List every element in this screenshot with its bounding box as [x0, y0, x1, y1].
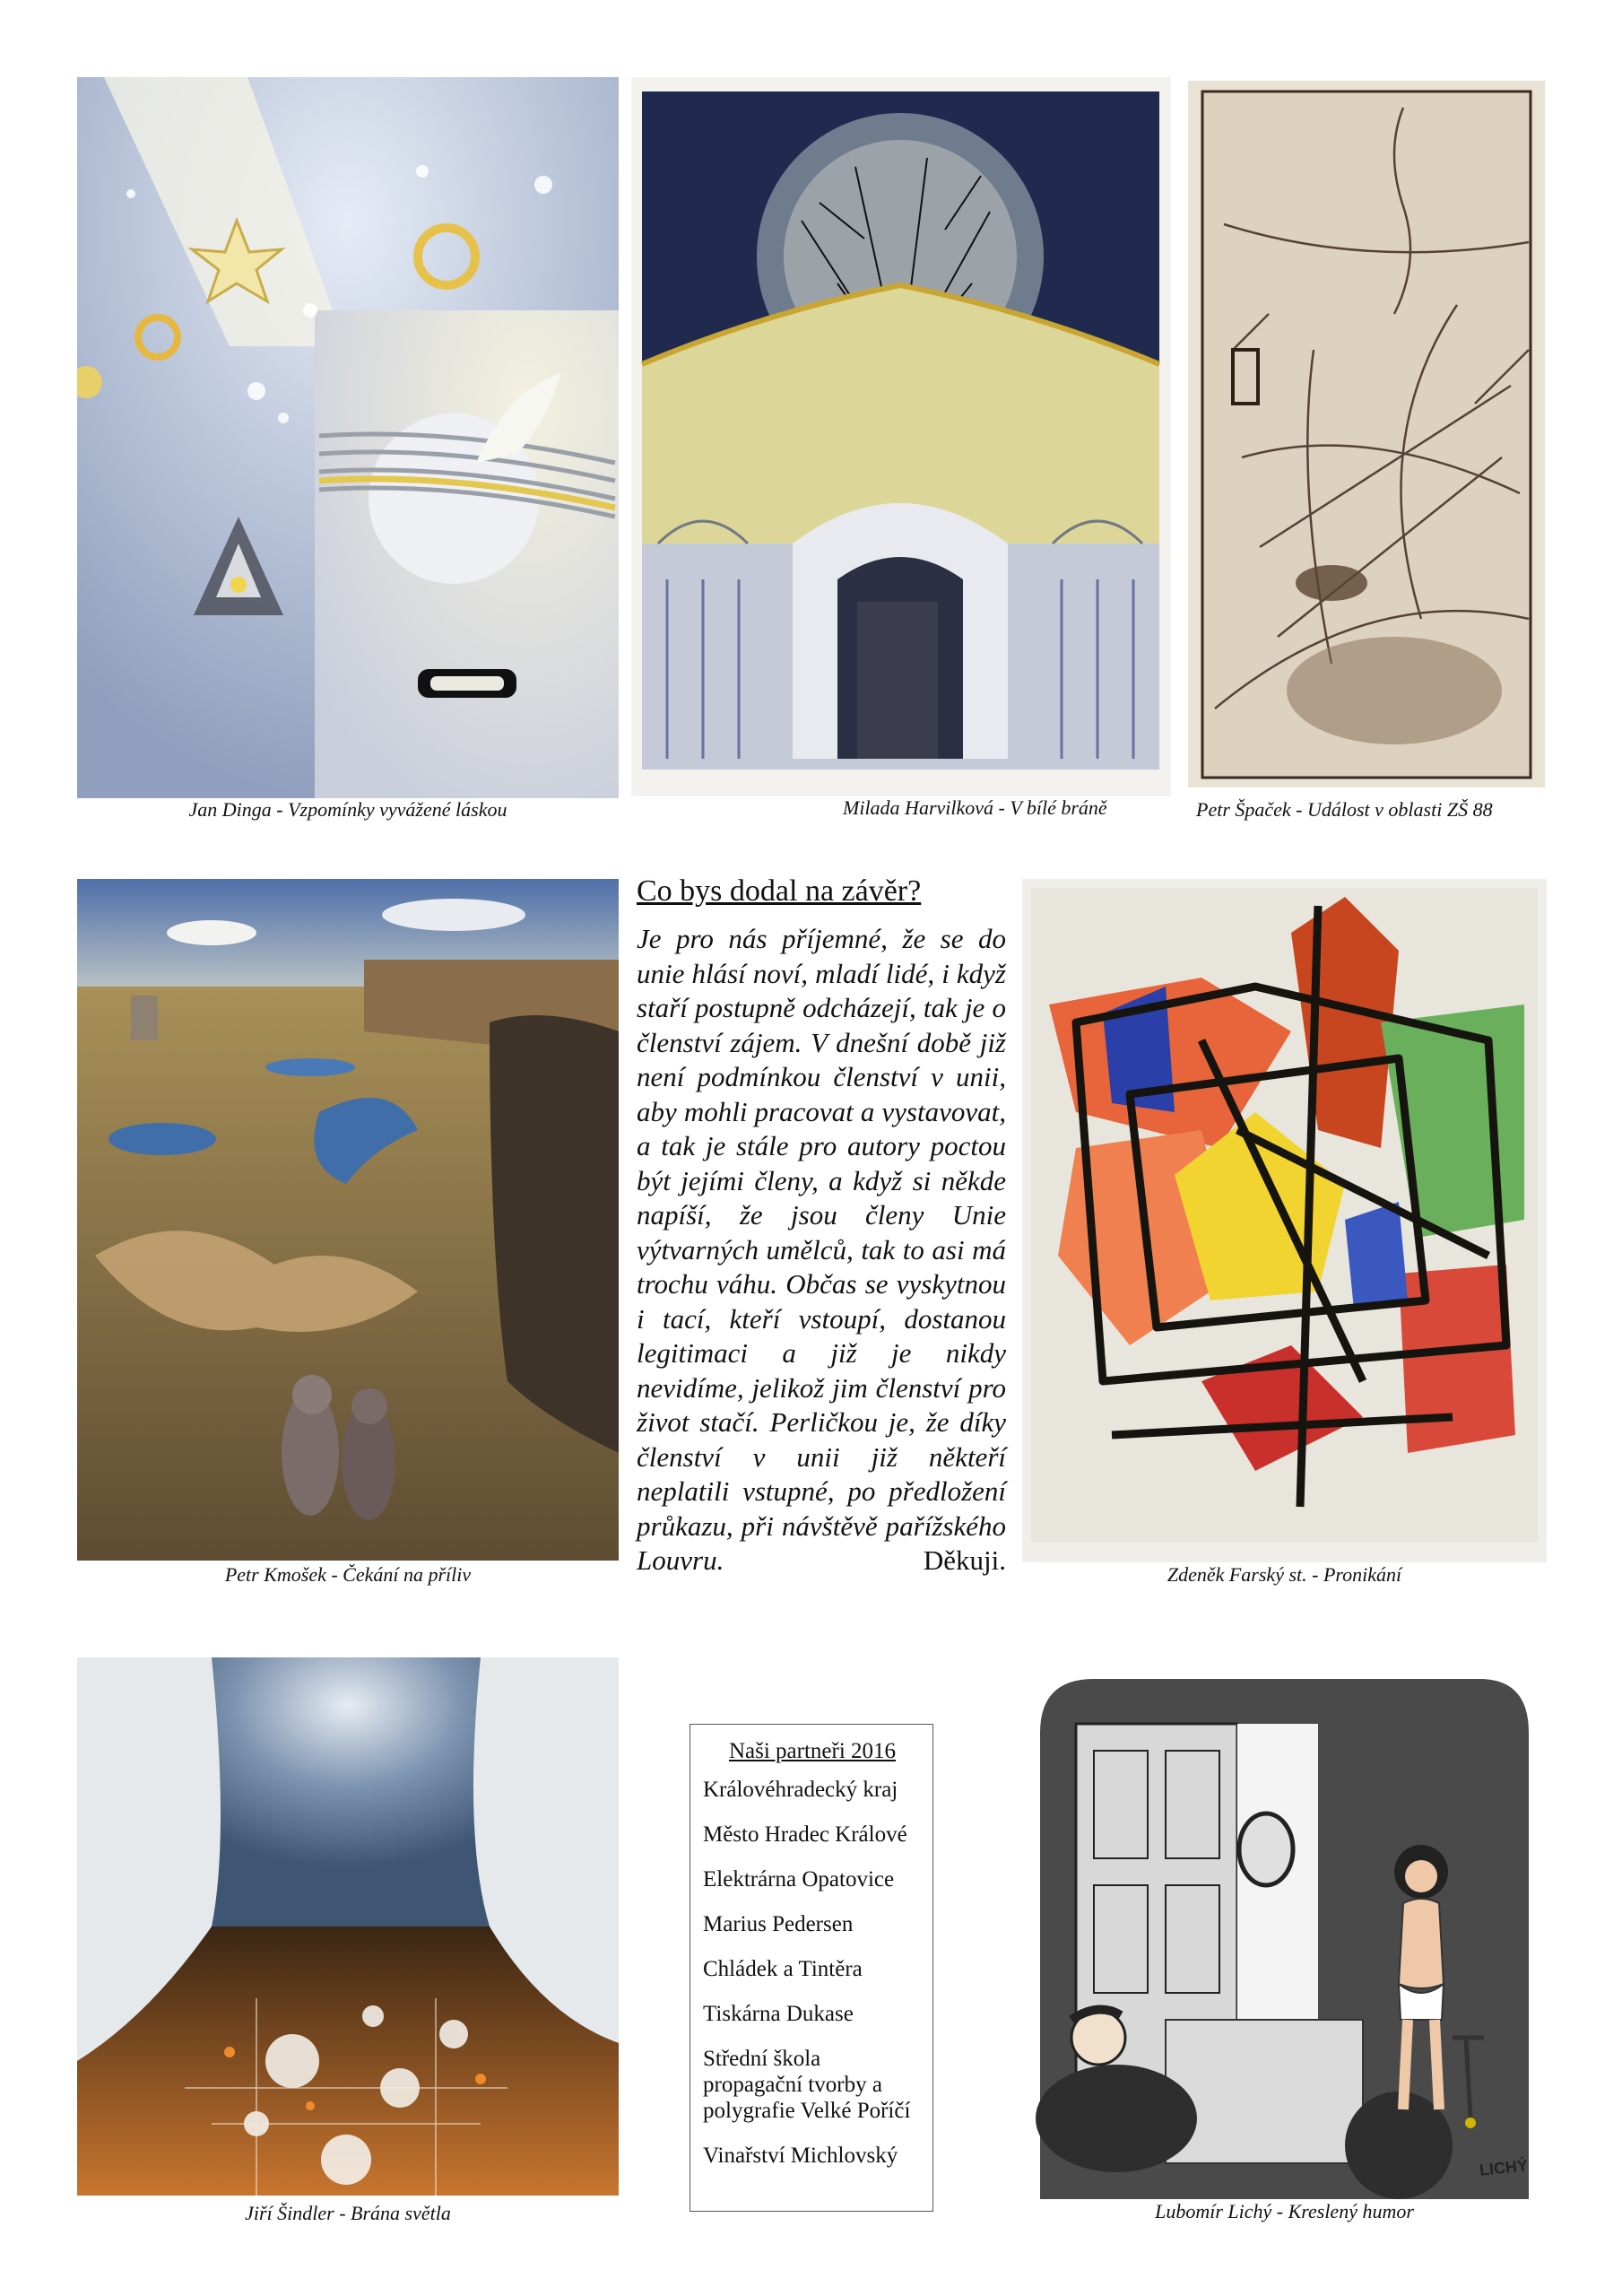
partner-item: Tiskárna Dukase [703, 2002, 854, 2026]
partner-item: Vinařství Michlovský [703, 2144, 898, 2168]
partner-item: Marius Pedersen [703, 1912, 854, 1936]
artwork-dinga [77, 77, 619, 798]
artwork-kmosek [77, 879, 619, 1561]
caption-sindler: Jiří Šindler - Brána světla [245, 2202, 451, 2224]
article-heading: Co bys dodal na závěr? [637, 874, 922, 908]
article-body-text: Je pro nás příjemné, že se do unie hlásí noví, mladí lidé, i když staří postupně odcházejí, tak je o členství zájem. V dnešní době již není podmínkou členství v unii, aby mohli pracovat a vystavovat, a tak je stále pro autory poctou být jejími členy, a když si někde napíší, že jsou členy Unie výtvarných umělců, tak to asi má trochu váhu. Občas se vyskytnou i tací, kteří vstoupí, dostanou legitimaci a již je nikdy nevidíme, jelikož jim členství pro život stačí. Perličkou je, že díky členství v unii již někteří neplatili vstupné, po předložení průkazu, při návštěvě pařížského Louvru. [637, 923, 1006, 1576]
artwork-farsky [1022, 879, 1547, 1562]
artwork-lichy [1022, 1661, 1547, 2199]
caption-spacek: Petr Špaček - Událost v oblasti ZŠ 88 [1196, 798, 1493, 821]
partner-item: Chládek a Tintěra [703, 1957, 863, 1981]
partner-item: Střední škola propagační tvorby a polygrafie Velké Poříčí [703, 2047, 911, 2123]
partner-item: Elektrárna Opatovice [703, 1867, 895, 1892]
partners-box [690, 1724, 933, 2212]
caption-harvilkova: Milada Harvilková - V bílé bráně [843, 796, 1107, 819]
caption-dinga: Jan Dinga - Vzpomínky vyvážené láskou [188, 798, 507, 821]
article-body [637, 922, 1006, 1578]
artwork-harvilkova [631, 77, 1171, 796]
article-thanks: Děkuji. [923, 1544, 1006, 1576]
partner-item: Královéhradecký kraj [703, 1778, 898, 1802]
partner-item: Město Hradec Králové [703, 1822, 907, 1847]
partners-list [703, 1777, 922, 2169]
caption-farsky: Zdeněk Farský st. - Pronikání [1167, 1563, 1402, 1586]
partners-title: Naši partneři 2016 [728, 1739, 897, 1763]
artwork-signature: LICHÝ [1479, 2156, 1529, 2179]
artwork-spacek [1188, 81, 1545, 787]
artwork-sindler [77, 1657, 619, 2196]
caption-kmosek: Petr Kmošek - Čekání na příliv [224, 1563, 472, 1586]
caption-lichy: Lubomír Lichý - Kreslený humor [1155, 2200, 1414, 2222]
